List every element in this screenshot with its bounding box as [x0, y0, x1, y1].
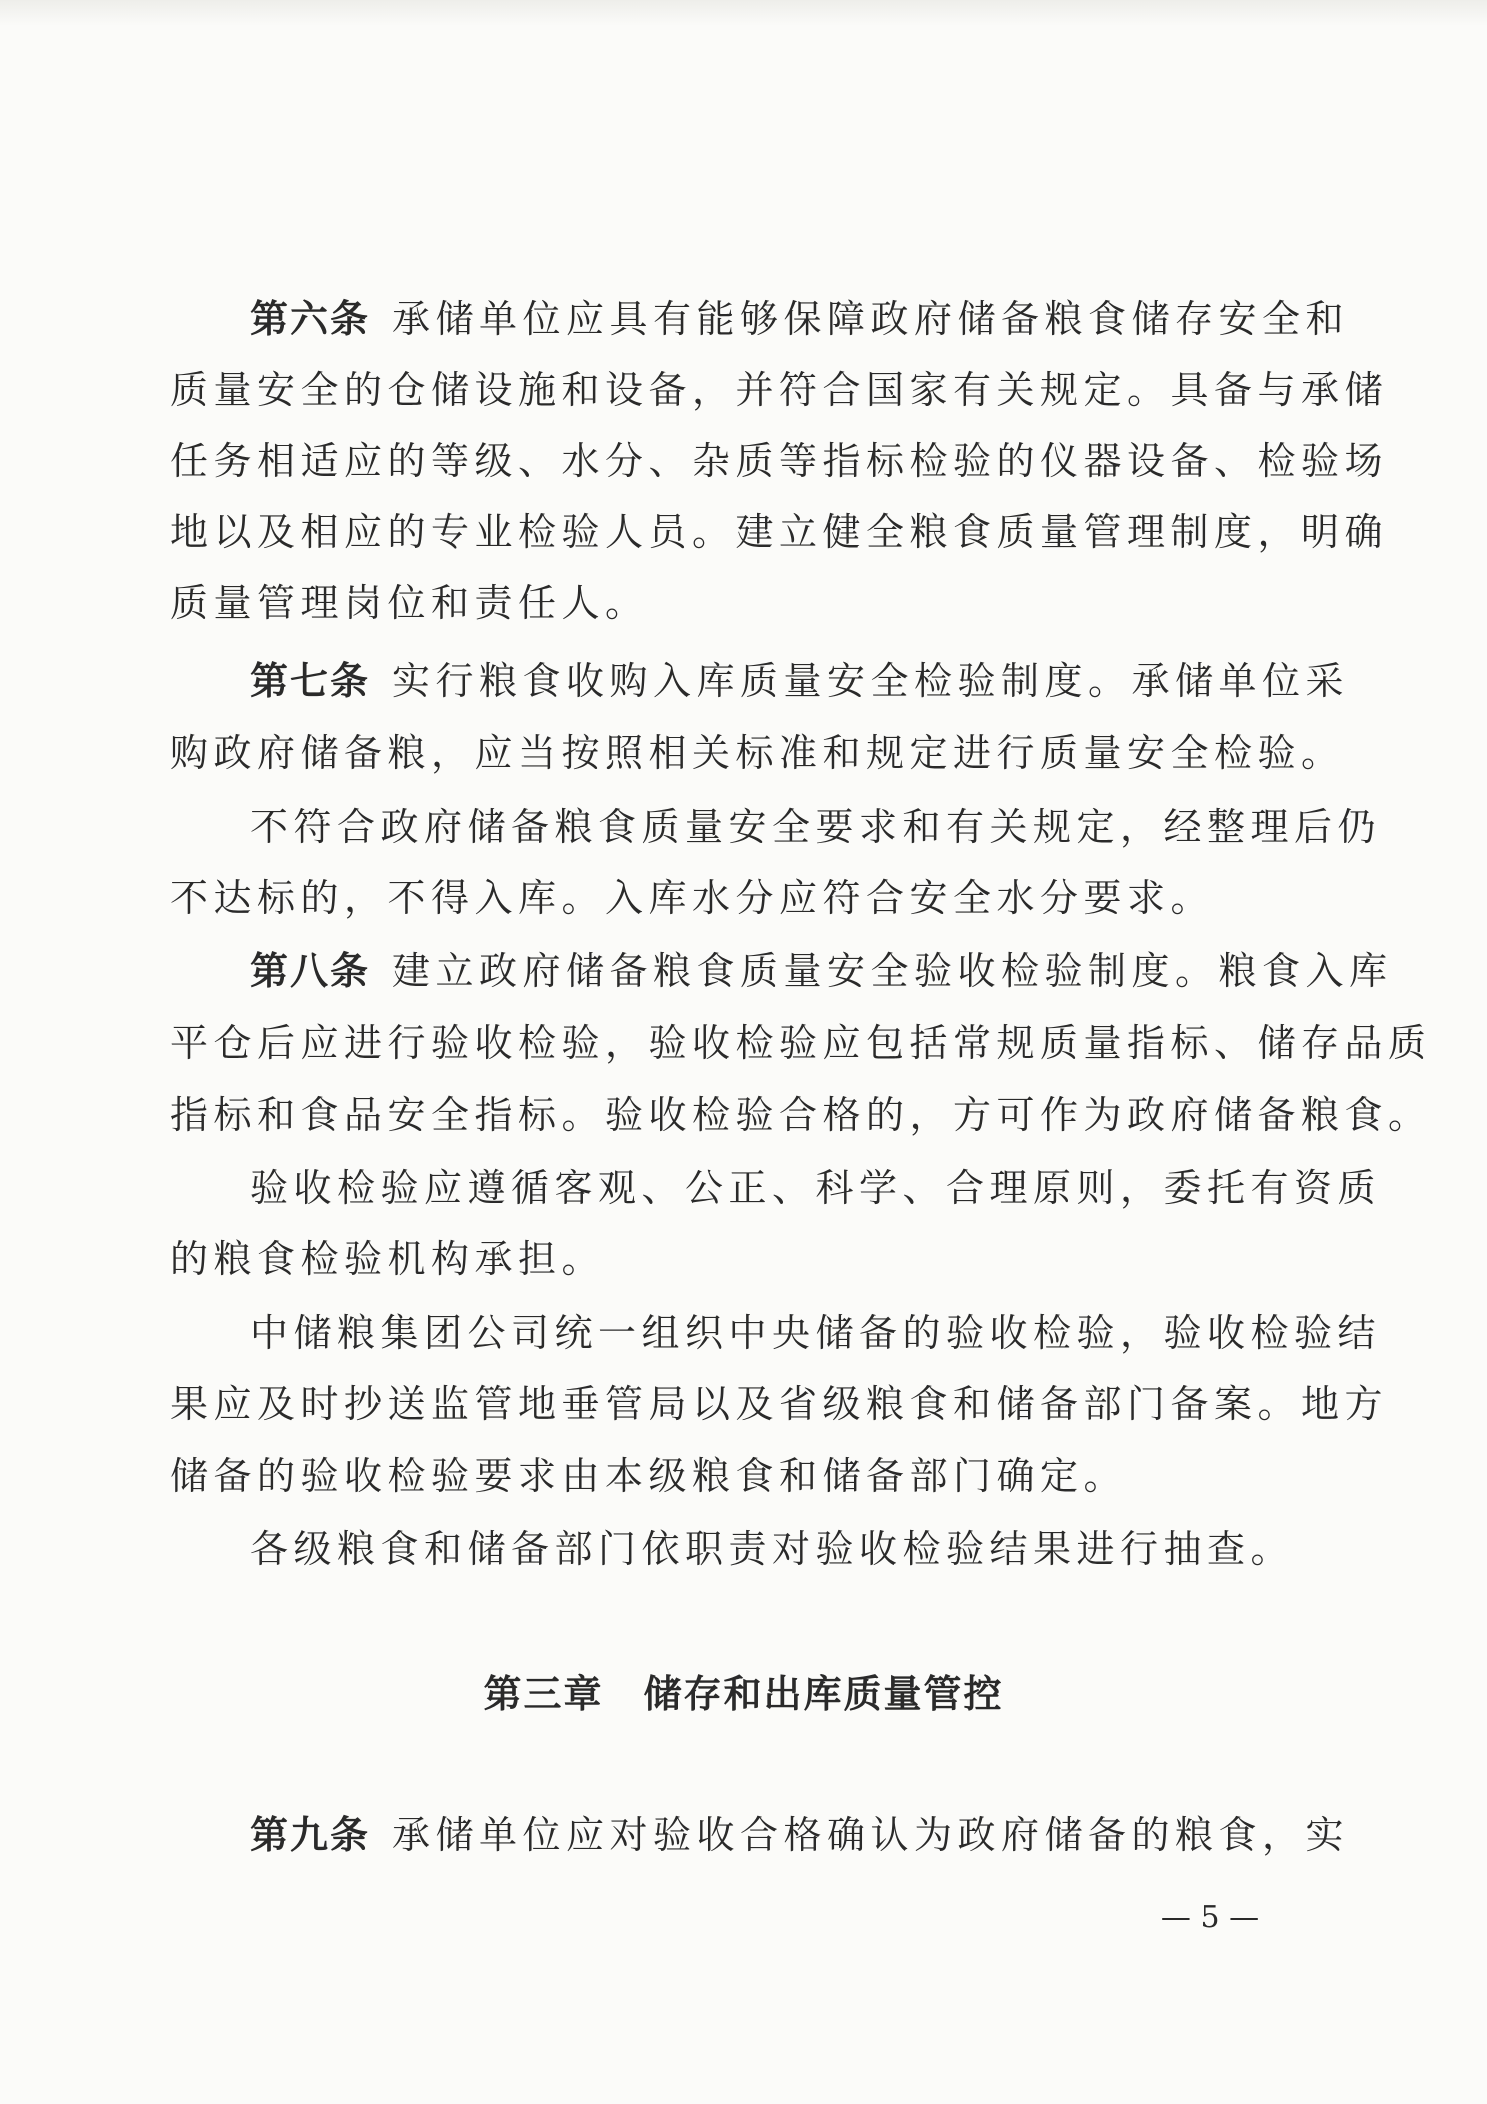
- chapter-heading: 第三章 储存和出库质量管控: [483, 1672, 1004, 1716]
- article7-p2-line1: 不符合政府储备粮食质量安全要求和有关规定，经整理后仍: [250, 805, 1382, 849]
- article8-p3-line3: 储备的验收检验要求由本级粮食和储备部门确定。: [170, 1454, 1128, 1498]
- article9-line1: [250, 1810, 1350, 1860]
- article6-line4: 地以及相应的专业检验人员。建立健全粮食质量管理制度，明确: [170, 510, 1389, 554]
- article8-p2-line1: 验收检验应遵循客观、公正、科学、合理原则，委托有资质: [250, 1166, 1382, 1210]
- article6-line3: 任务相适应的等级、水分、杂质等指标检验的仪器设备、检验场: [170, 439, 1389, 483]
- article8-p4-line1: 各级粮食和储备部门依职责对验收检验结果进行抽查。: [250, 1527, 1295, 1571]
- article8-p3-line2: 果应及时抄送监管地垂管局以及省级粮食和储备部门备案。地方: [170, 1382, 1389, 1426]
- article9-label: 第九条: [250, 1813, 371, 1857]
- article6-line2: 质量安全的仓储设施和设备，并符合国家有关规定。具备与承储: [170, 368, 1389, 412]
- article7-text1: 实行粮食收购入库质量安全检验制度。承储单位采: [392, 659, 1350, 703]
- article8-p2-line2: 的粮食检验机构承担。: [170, 1237, 606, 1281]
- article8-text1: 建立政府储备粮食质量安全验收检验制度。粮食入库: [392, 949, 1393, 993]
- scan-edge-shadow: [0, 0, 1487, 26]
- article7-p2-line2: 不达标的，不得入库。入库水分应符合安全水分要求。: [170, 876, 1215, 920]
- article8-p3-line1: 中储粮集团公司统一组织中央储备的验收检验，验收检验结: [250, 1311, 1382, 1355]
- article8-label: 第八条: [250, 949, 371, 993]
- article8-line1: [250, 946, 1393, 996]
- article6-line5: 质量管理岗位和责任人。: [170, 581, 649, 625]
- article8-line3: 指标和食品安全指标。验收检验合格的，方可作为政府储备粮食。: [170, 1093, 1432, 1137]
- article6-label: 第六条: [250, 297, 371, 341]
- article7-label: 第七条: [250, 659, 371, 703]
- article8-line2: 平仓后应进行验收检验，验收检验应包括常规质量指标、储存品质: [170, 1021, 1432, 1065]
- article7-line2: 购政府储备粮，应当按照相关标准和规定进行质量安全检验。: [170, 731, 1345, 775]
- article9-text1: 承储单位应对验收合格确认为政府储备的粮食，实: [392, 1813, 1350, 1857]
- article6-line1: [250, 294, 1350, 344]
- page-number: — 5 —: [1160, 1900, 1260, 1935]
- article6-text1: 承储单位应具有能够保障政府储备粮食储存安全和: [392, 297, 1350, 341]
- article7-line1: [250, 656, 1350, 706]
